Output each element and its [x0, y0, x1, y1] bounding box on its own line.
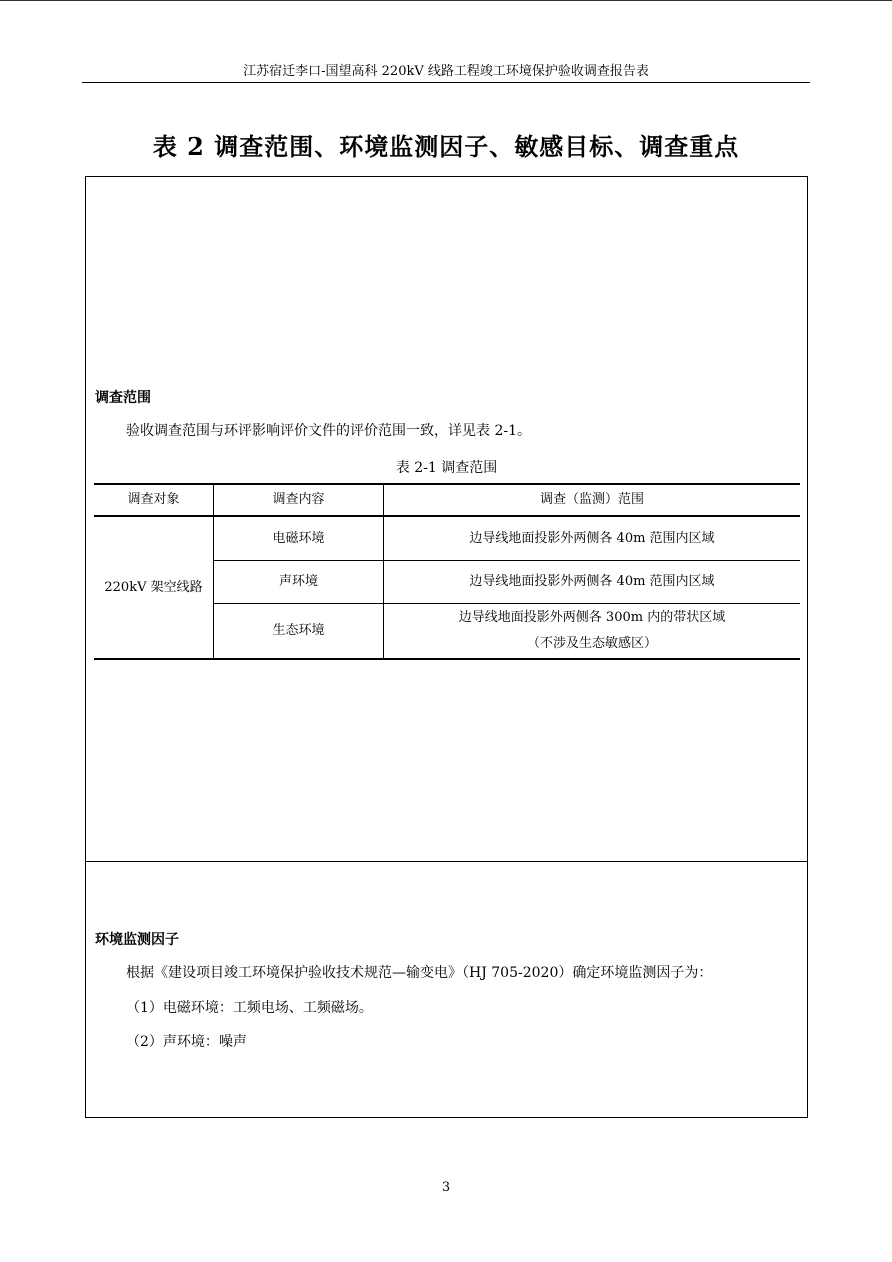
table-cell-content: 声环境 — [278, 574, 318, 589]
table-header-object: 调查对象 — [127, 492, 180, 507]
monitoring-factors-intro: 根据《建设项目竣工环境保护验收技术规范—输变电》（HJ 705-2020）确定环境监测因子为： — [126, 965, 713, 981]
page-title: 表 2 调查范围、环境监测因子、敏感目标、调查重点 — [152, 132, 740, 161]
monitoring-factors-box — [85, 861, 808, 1118]
table-header-content: 调查内容 — [272, 492, 325, 507]
table-cell-range: 边导线地面投影外两侧各 40m 范围内区域 — [469, 574, 715, 589]
table-cell-object: 220kV 架空线路 — [104, 579, 203, 595]
monitoring-factor-item: （2）声环境：噪声 — [126, 1034, 247, 1050]
table-bottom-rule — [94, 658, 800, 660]
table-cell-range: 边导线地面投影外两侧各 40m 范围内区域 — [469, 530, 715, 546]
table-cell-content: 电磁环境 — [272, 530, 325, 546]
table-cell-content: 生态环境 — [272, 623, 325, 638]
survey-scope-intro: 验收调查范围与环评影响评价文件的评价范围一致，详见表 2-1。 — [126, 423, 531, 439]
table-caption: 表 2-1 调查范围 — [395, 460, 498, 476]
monitoring-factors-heading: 环境监测因子 — [95, 932, 179, 948]
running-header: 江苏宿迁李口-国望高科 220kV 线路工程竣工环境保护验收调查报告表 — [243, 64, 649, 79]
table-cell-range-multiline — [384, 604, 800, 658]
table-cell-note: （不涉及生态敏感区） — [526, 636, 657, 651]
monitoring-factor-item: （1）电磁环境：工频电场、工频磁场。 — [126, 1000, 373, 1016]
table-cell-range: 边导线地面投影外两侧各 300m 内的带状区域 — [458, 610, 726, 625]
survey-scope-heading: 调查范围 — [95, 390, 151, 406]
page-number: 3 — [441, 1180, 451, 1195]
page-top-border — [0, 0, 892, 1]
table-header-range: 调查（监测）范围 — [539, 492, 644, 507]
header-rule — [82, 82, 810, 83]
survey-scope-box — [85, 176, 808, 862]
